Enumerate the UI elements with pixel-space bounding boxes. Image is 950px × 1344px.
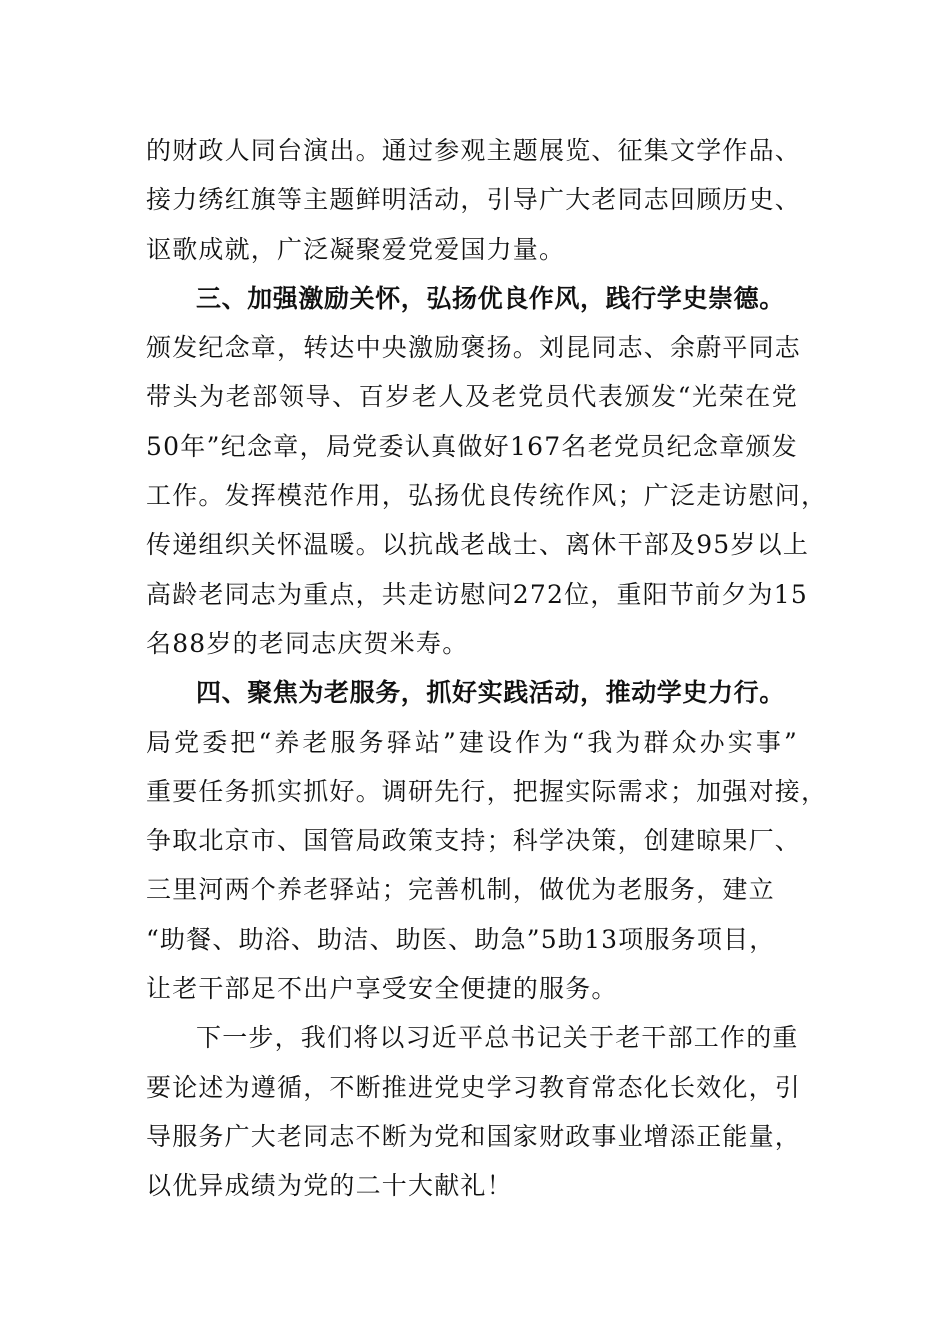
body-line: 争取北京市、国管局政策支持；科学决策，创建晾果厂、 — [146, 826, 802, 856]
body-line: 工作。发挥模范作用，弘扬优良传统作风；广泛走访慰问， — [146, 481, 828, 511]
closing-paragraph-line: 要论述为遵循，不断推进党史学习教育常态化长效化，引 — [146, 1072, 802, 1102]
body-line: 带头为老部领导、百岁老人及老党员代表颁发“光荣在党 — [146, 382, 798, 412]
body-line: “助餐、助浴、助洁、助医、助急”5助13项服务项目， — [146, 924, 776, 954]
body-line: 颁发纪念章，转达中央激励褒扬。刘昆同志、余蔚平同志 — [146, 333, 802, 363]
body-line: 让老干部足不出户享受安全便捷的服务。 — [146, 974, 618, 1004]
body-line: 局党委把“养老服务驿站”建设作为“我为群众办实事” — [146, 727, 798, 757]
body-line: 接力绣红旗等主题鲜明活动，引导广大老同志回顾历史、 — [146, 185, 802, 215]
document-body — [146, 126, 828, 1211]
body-line: 三里河两个养老驿站；完善机制，做优为老服务，建立 — [146, 875, 775, 905]
body-line: 传递组织关怀温暖。以抗战老战士、离休干部及95岁以上 — [146, 530, 810, 560]
body-line: 高龄老同志为重点，共走访慰问272位，重阳节前夕为15 — [146, 579, 808, 609]
section-heading-4: 四、聚焦为老服务，抓好实践活动，推动学史力行。 — [196, 678, 785, 708]
body-line: 的财政人同台演出。通过参观主题展览、征集文学作品、 — [146, 136, 802, 165]
closing-paragraph-line: 以优异成绩为党的二十大献礼！ — [146, 1171, 513, 1201]
body-line: 名88岁的老同志庆贺米寿。 — [146, 628, 469, 658]
body-line: 重要任务抓实抓好。调研先行，把握实际需求；加强对接， — [146, 776, 828, 806]
closing-paragraph-line: 下一步，我们将以习近平总书记关于老干部工作的重 — [196, 1023, 799, 1053]
section-heading-3: 三、加强激励关怀，弘扬优良作风，践行学史崇德。 — [196, 283, 785, 313]
body-line: 50年”纪念章，局党委认真做好167名老党员纪念章颁发 — [146, 431, 798, 461]
body-line: 讴歌成就，广泛凝聚爱党爱国力量。 — [146, 234, 566, 264]
closing-paragraph-line: 导服务广大老同志不断为党和国家财政事业增添正能量， — [146, 1121, 802, 1151]
